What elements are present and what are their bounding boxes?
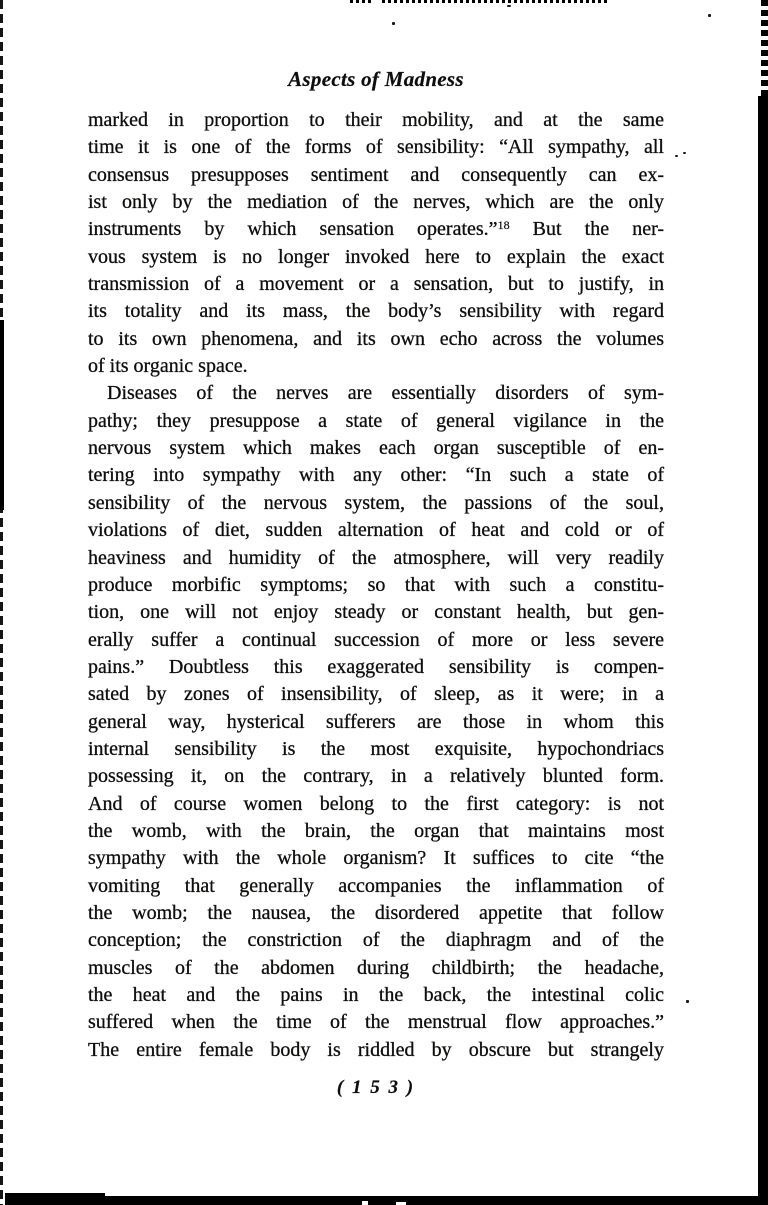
body-text (88, 107, 664, 1064)
text-line: internal sensibility is the most exquisite, hypochondriacs (88, 737, 664, 760)
scan-speck (675, 155, 678, 157)
scan-edge-right-bar (758, 96, 768, 1205)
text-line: pathy; they presuppose a state of general vigilance in the (88, 409, 664, 432)
text-line: tion, one will not enjoy steady or constant health, but gen- (88, 601, 664, 624)
scan-speck (686, 1000, 689, 1003)
text-line: muscles of the abdomen during childbirth; the headache, (88, 956, 664, 979)
text-line: produce morbific symptoms; so that with such a constitu- (88, 573, 664, 596)
text-line: The entire female body is riddled by obscure but strangely (88, 1038, 664, 1061)
paragraph-end-line: of its organic space. (88, 355, 248, 378)
text-line: pains.” Doubtless this exaggerated sensibility is compen- (88, 655, 664, 678)
text-line: sensibility of the nervous system, the passions of the soul, (88, 491, 664, 514)
scan-speck (507, 5, 511, 7)
scan-speck (708, 14, 711, 17)
text-line: And of course women belong to the first category: is not (88, 792, 664, 815)
page-number: ( 1 5 3 ) (336, 1077, 416, 1098)
text-line: sympathy with the whole organism? It suffices to cite “the (88, 847, 664, 870)
text-line: the heat and the pains in the back, the intestinal colic (88, 984, 664, 1006)
text-line: to its own phenomena, and its own echo across the volumes (88, 327, 664, 350)
scan-edge-top-dotted (382, 0, 608, 3)
footnote-marker: 18 (497, 218, 510, 233)
text-line: ist only by the mediation of the nerves, which are the only (88, 191, 664, 214)
scan-edge-top-dotted (350, 0, 372, 3)
scan-edge-bottom-lip (5, 1193, 105, 1197)
paragraph-start-line: Diseases of the nerves are essentially disorders of sym- (107, 382, 664, 405)
text-line: conception; the constriction of the diaphragm and of the (88, 929, 664, 952)
running-head: Aspects of Madness (288, 67, 464, 91)
text-line: sated by zones of insensibility, of sleep, as it were; in a (88, 683, 664, 706)
scan-edge-bottom-bar (5, 1196, 768, 1205)
text-line: its totality and its mass, the body’s sensibility with regard (88, 300, 664, 323)
scan-edge-left-dashed (0, 0, 3, 1205)
text-line: violations of diet, sudden alternation of heat and cold or of (88, 519, 664, 542)
scan-notch (362, 1201, 368, 1205)
text-line: nervous system which makes each organ susceptible of en- (88, 437, 664, 460)
text-line: heaviness and humidity of the atmosphere, will very readily (88, 546, 664, 569)
scan-edge-left-bar (0, 320, 4, 510)
scan-edge-right-dashed (761, 0, 768, 100)
text-line: vous system is no longer invoked here to explain the exact (88, 245, 664, 268)
text-line: suffered when the time of the menstrual flow approaches.” (88, 1011, 664, 1034)
text-line: consensus presupposes sentiment and consequently can ex- (88, 163, 664, 186)
scan-speck (392, 22, 395, 25)
text-line: the womb, with the brain, the organ that maintains most (88, 819, 664, 842)
text-line: time it is one of the forms of sensibility: “All sympathy, all (88, 136, 664, 159)
text-line: the womb; the nausea, the disordered appetite that follow (88, 901, 664, 924)
text-line-with-footnote (88, 216, 664, 243)
text-line: marked in proportion to their mobility, and at the same (88, 109, 664, 131)
text-line-segment: But the ner- (532, 218, 664, 241)
text-line: possessing it, on the contrary, in a relatively blunted form. (88, 765, 664, 788)
text-line: vomiting that generally accompanies the inflammation of (88, 874, 664, 897)
scan-speck (683, 152, 686, 154)
text-line: tering into sympathy with any other: “In such a state of (88, 464, 664, 487)
text-line: erally suffer a continual succession of more or less severe (88, 628, 664, 651)
text-line: general way, hysterical sufferers are those in whom this (88, 710, 664, 733)
text-line: transmission of a movement or a sensation, but to justify, in (88, 273, 664, 296)
text-line-segment: instruments by which sensation operates.” (88, 218, 498, 241)
